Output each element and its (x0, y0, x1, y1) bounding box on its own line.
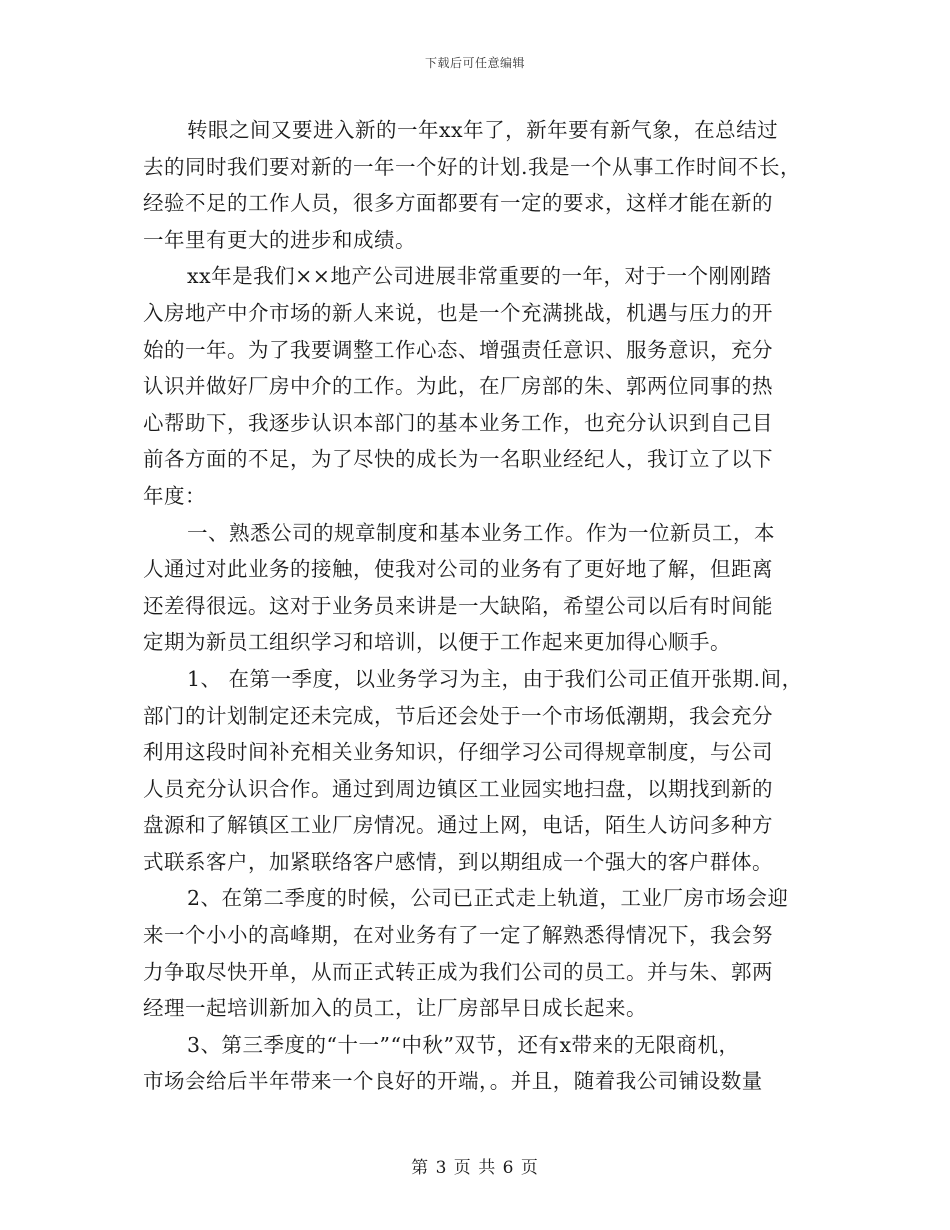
text-line: 市场会给后半年带来一个良好的开端，。并且，随着我公司铺设数量 (143, 1069, 763, 1094)
text-line: 年度： (143, 483, 206, 508)
paragraph-quarter-one (143, 661, 818, 881)
text-line: xx年是我们××地产公司进展非常重要的一年，对于一个刚刚踏 (187, 264, 772, 289)
text-line: 认识并做好厂房中介的工作。为此，在厂房部的朱、郭两位同事的热 (143, 374, 773, 399)
text-line: 人通过对此业务的接触，使我对公司的业务有了更好地了解，但距离 (143, 557, 773, 582)
text-line: 还差得很远。这对于业务员来讲是一大缺陷，希望公司以后有时间能 (143, 593, 773, 618)
text-line: 入房地产中介市场的新人来说，也是一个充满挑战，机遇与压力的开 (143, 300, 773, 325)
document-body (143, 112, 818, 1100)
text-line: 经验不足的工作人员，很多方面都要有一定的要求，这样才能在新的 (143, 191, 773, 216)
text-line: 来一个小小的高峰期，在对业务有了一定了解熟悉得情况下，我会努 (143, 923, 773, 948)
text-line: 心帮助下，我逐步认识本部门的基本业务工作，也充分认识到自己目 (143, 410, 773, 435)
text-line: 去的同时我们要对新的一年一个好的计划.我是一个从事工作时间不长， (143, 154, 802, 179)
text-line: 部门的计划制定还未完成，节后还会处于一个市场低潮期，我会充分 (143, 703, 773, 728)
text-line: 转眼之间又要进入新的一年xx年了，新年要有新气象，在总结过 (187, 118, 779, 142)
text-line: 1、 在第一季度，以业务学习为主，由于我们公司正值开张期.间， (187, 666, 803, 691)
text-line: 利用这段时间补充相关业务知识，仔细学习公司得规章制度，与公司 (143, 740, 773, 765)
text-line: 盘源和了解镇区工业厂房情况。通过上网，电话，陌生人访问多种方 (143, 813, 773, 838)
paragraph-background (143, 258, 818, 514)
paragraph-intro (143, 112, 818, 258)
text-line: 式联系客户，加紧联络客户感情，到以期组成一个强大的客户群体。 (143, 849, 773, 874)
text-line: 定期为新员工组织学习和培训，以便于工作起来更加得心顺手。 (143, 630, 731, 655)
text-line: 始的一年。为了我要调整工作心态、增强责任意识、服务意识，充分 (143, 337, 773, 362)
text-line: 2、在第二季度的时候，公司已正式走上轨道，工业厂房市场会迎 (187, 886, 789, 911)
paragraph-quarter-three (143, 1027, 818, 1100)
page-header: 下载后可任意编辑 (424, 56, 525, 70)
text-line: 经理一起培训新加入的员工，让厂房部早日成长起来。 (143, 996, 647, 1021)
page-number: 第 3 页 共 6 页 (411, 1158, 539, 1178)
paragraph-section-one (143, 515, 818, 661)
text-line: 一、熟悉公司的规章制度和基本业务工作。作为一位新员工，本 (187, 520, 775, 545)
text-line: 一年里有更大的进步和成绩。 (143, 227, 416, 252)
paragraph-quarter-two (143, 880, 818, 1026)
text-line: 人员充分认识合作。通过到周边镇区工业园实地扫盘，以期找到新的 (143, 776, 773, 801)
text-line: 前各方面的不足，为了尽快的成长为一名职业经纪人，我订立了以下 (143, 447, 773, 472)
text-line: 3、第三季度的“十一”“中秋”双节，还有x带来的无限商机， (187, 1032, 740, 1057)
text-line: 力争取尽快开单，从而正式转正成为我们公司的员工。并与朱、郭两 (143, 959, 773, 984)
